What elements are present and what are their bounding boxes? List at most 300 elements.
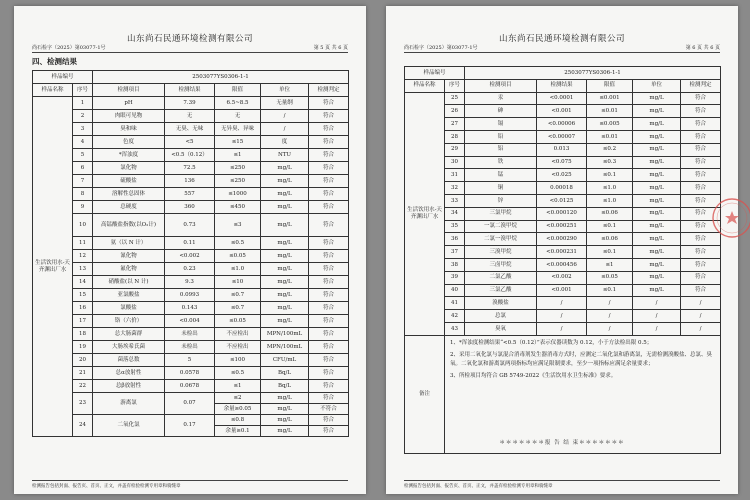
note-3: 3、所检项目均符合 GB 5749-2022《生活饮用水卫生标准》要求。 bbox=[450, 372, 617, 379]
test-result: 360 bbox=[165, 201, 215, 214]
row-number: 6 bbox=[73, 162, 93, 175]
test-item: 一氯二溴甲烷 bbox=[465, 220, 537, 233]
row-number: 27 bbox=[445, 118, 465, 131]
judgement: 符合 bbox=[309, 341, 349, 354]
test-item: 三氯乙酸 bbox=[465, 284, 537, 297]
test-result: 7.39 bbox=[165, 97, 215, 110]
unit: mg/L bbox=[261, 415, 309, 426]
row-number: 23 bbox=[73, 393, 93, 415]
limit-value: ≤450 bbox=[215, 201, 261, 214]
judgement: 符合 bbox=[309, 97, 349, 110]
unit: mg/L bbox=[633, 220, 681, 233]
judgement: / bbox=[681, 322, 721, 335]
unit: mg/L bbox=[633, 143, 681, 156]
judgement: / bbox=[681, 297, 721, 310]
judgement: 符合 bbox=[681, 233, 721, 246]
limit-value: ≤250 bbox=[215, 175, 261, 188]
test-result: <0.001 bbox=[537, 105, 587, 118]
judgement: 符合 bbox=[681, 194, 721, 207]
test-item: 镉 bbox=[465, 118, 537, 131]
unit: mg/L bbox=[633, 130, 681, 143]
limit-value: ≤0.1 bbox=[587, 220, 633, 233]
test-result: 5 bbox=[165, 354, 215, 367]
header-cell: 单位 bbox=[633, 79, 681, 92]
unit: MPN/100mL bbox=[261, 341, 309, 354]
limit-value: 不应检出 bbox=[215, 341, 261, 354]
test-item: 溶解性总固体 bbox=[93, 188, 165, 201]
test-item: 铬（六价） bbox=[93, 315, 165, 328]
test-item: pH bbox=[93, 97, 165, 110]
judgement: 符合 bbox=[309, 162, 349, 175]
judgement: 符合 bbox=[309, 276, 349, 289]
limit-value: ≤1 bbox=[587, 258, 633, 271]
row-number: 21 bbox=[73, 367, 93, 380]
row-number: 17 bbox=[73, 315, 93, 328]
unit: mg/L bbox=[261, 214, 309, 237]
sample-number-row bbox=[405, 67, 721, 80]
limit-value: / bbox=[587, 310, 633, 323]
limit-value: ≤0.1 bbox=[587, 246, 633, 259]
unit: mg/L bbox=[633, 284, 681, 297]
row-number: 26 bbox=[445, 105, 465, 118]
report-number: 尚石检字（2025）第03077-1号 bbox=[32, 45, 106, 51]
row-number: 11 bbox=[73, 237, 93, 250]
limit-value: ≤0.01 bbox=[587, 130, 633, 143]
row-number: 10 bbox=[73, 214, 93, 237]
header-cell: 检测结果 bbox=[165, 84, 215, 97]
header-cell: 检测结果 bbox=[537, 79, 587, 92]
limit-value: ≤1 bbox=[215, 380, 261, 393]
judgement: 符合 bbox=[681, 169, 721, 182]
judgement: 符合 bbox=[309, 237, 349, 250]
test-result: / bbox=[537, 310, 587, 323]
judgement: 符合 bbox=[681, 258, 721, 271]
row-number: 34 bbox=[445, 207, 465, 220]
limit-value: 余量≥0.05 bbox=[215, 404, 261, 415]
test-item: 总α放射性 bbox=[93, 367, 165, 380]
judgement: 符合 bbox=[681, 271, 721, 284]
table-row bbox=[33, 162, 349, 175]
seal-stamp-icon bbox=[710, 196, 750, 240]
judgement: 符合 bbox=[309, 250, 349, 263]
test-result: / bbox=[537, 297, 587, 310]
header-cell: 序号 bbox=[445, 79, 465, 92]
report-page-6 bbox=[386, 6, 738, 494]
limit-value: ≤0.2 bbox=[587, 143, 633, 156]
limit-value: ≤15 bbox=[215, 136, 261, 149]
judgement: 符合 bbox=[309, 188, 349, 201]
limit-value: ≤2 bbox=[215, 393, 261, 404]
table-row bbox=[405, 105, 721, 118]
test-result: 无 bbox=[165, 110, 215, 123]
row-number: 32 bbox=[445, 182, 465, 195]
test-item: 总β放射性 bbox=[93, 380, 165, 393]
judgement: 符合 bbox=[309, 315, 349, 328]
table-row bbox=[33, 110, 349, 123]
header-cell: 样品名称 bbox=[33, 84, 73, 97]
unit: mg/L bbox=[633, 182, 681, 195]
table-row bbox=[405, 156, 721, 169]
test-result: 0.013 bbox=[537, 143, 587, 156]
table-row bbox=[33, 315, 349, 328]
table-row bbox=[33, 328, 349, 341]
judgement: 符合 bbox=[309, 415, 349, 426]
test-item: 氨（以 N 计） bbox=[93, 237, 165, 250]
unit: mg/L bbox=[261, 188, 309, 201]
table-row bbox=[33, 367, 349, 380]
test-item: 氰化物 bbox=[93, 250, 165, 263]
sample-number-value: 2503077YS0306-1-1 bbox=[93, 71, 349, 84]
unit: mg/L bbox=[261, 162, 309, 175]
judgement: 符合 bbox=[309, 175, 349, 188]
judgement: 符合 bbox=[681, 207, 721, 220]
table-row bbox=[33, 175, 349, 188]
test-item: 锰 bbox=[465, 169, 537, 182]
table-row bbox=[33, 276, 349, 289]
unit: mg/L bbox=[633, 271, 681, 284]
row-number: 22 bbox=[73, 380, 93, 393]
test-result: 0.73 bbox=[165, 214, 215, 237]
limit-value: ≤1.0 bbox=[587, 194, 633, 207]
table-row bbox=[405, 182, 721, 195]
test-item: 臭氧 bbox=[465, 322, 537, 335]
test-result: <0.0001 bbox=[537, 92, 587, 105]
unit: mg/L bbox=[261, 302, 309, 315]
test-item: 三卤甲烷 bbox=[465, 258, 537, 271]
table-header bbox=[405, 79, 721, 92]
limit-value: ≤0.06 bbox=[587, 207, 633, 220]
row-number: 5 bbox=[73, 149, 93, 162]
test-result: <0.00007 bbox=[537, 130, 587, 143]
test-item: 色度 bbox=[93, 136, 165, 149]
unit: mg/L bbox=[633, 105, 681, 118]
report-page-5 bbox=[14, 6, 366, 494]
section-title: 四、检测结果 bbox=[32, 57, 77, 66]
table-row bbox=[405, 310, 721, 323]
table-row bbox=[405, 130, 721, 143]
table-row bbox=[405, 92, 721, 105]
unit: mg/L bbox=[261, 263, 309, 276]
judgement: 符合 bbox=[681, 118, 721, 131]
judgement: 符合 bbox=[309, 367, 349, 380]
limit-value: ≤0.7 bbox=[215, 289, 261, 302]
limit-value: 6.5~8.5 bbox=[215, 97, 261, 110]
table-row bbox=[405, 297, 721, 310]
judgement: 符合 bbox=[681, 130, 721, 143]
judgement: 符合 bbox=[309, 214, 349, 237]
test-item: 三氯甲烷 bbox=[465, 207, 537, 220]
judgement: 符合 bbox=[309, 136, 349, 149]
row-number: 36 bbox=[445, 233, 465, 246]
row-number: 24 bbox=[73, 415, 93, 437]
judgement: 符合 bbox=[309, 393, 349, 404]
judgement: 符合 bbox=[309, 426, 349, 437]
row-number: 4 bbox=[73, 136, 93, 149]
test-result: 0.0678 bbox=[165, 380, 215, 393]
page-number: 第 5 页 共 6 页 bbox=[313, 45, 348, 51]
limit-value: ≤0.8 bbox=[215, 415, 261, 426]
table-row bbox=[405, 322, 721, 335]
test-result: 72.5 bbox=[165, 162, 215, 175]
header-cell: 序号 bbox=[73, 84, 93, 97]
test-result: 0.23 bbox=[165, 263, 215, 276]
test-result: 0.17 bbox=[165, 415, 215, 437]
test-item: 氟化物 bbox=[93, 263, 165, 276]
unit: mg/L bbox=[633, 169, 681, 182]
row-number: 29 bbox=[445, 143, 465, 156]
limit-value: ≤250 bbox=[215, 162, 261, 175]
row-number: 41 bbox=[445, 297, 465, 310]
limit-value: ≤0.06 bbox=[587, 233, 633, 246]
page-footer: 检测报告包括封面、报告页、首页、正文，并盖有检验检测专用章和骑缝章 bbox=[404, 480, 720, 489]
test-item: 硫酸盐 bbox=[93, 175, 165, 188]
row-number: 20 bbox=[73, 354, 93, 367]
row-number: 2 bbox=[73, 110, 93, 123]
test-item: 总氯 bbox=[465, 310, 537, 323]
row-number: 15 bbox=[73, 289, 93, 302]
limit-value: ≤0.1 bbox=[587, 284, 633, 297]
test-item: 二氧化氯 bbox=[93, 415, 165, 437]
judgement: 符合 bbox=[309, 263, 349, 276]
table-row bbox=[33, 354, 349, 367]
test-item: 总硬度 bbox=[93, 201, 165, 214]
test-item: 三溴甲烷 bbox=[465, 246, 537, 259]
row-number: 43 bbox=[445, 322, 465, 335]
unit: mg/L bbox=[261, 175, 309, 188]
test-result: <5 bbox=[165, 136, 215, 149]
sample-number-label: 样品编号 bbox=[405, 67, 465, 80]
test-result: <0.001 bbox=[537, 284, 587, 297]
unit: / bbox=[633, 297, 681, 310]
note-1: 1、*浑浊度检测结果“<0.5（0.12）”表示仪器读数为 0.12，小于方法检出限 0.5； bbox=[450, 339, 653, 346]
table-row bbox=[33, 237, 349, 250]
notes-row bbox=[405, 335, 721, 453]
unit: mg/L bbox=[261, 250, 309, 263]
judgement: 符合 bbox=[309, 149, 349, 162]
test-item: 二氯一溴甲烷 bbox=[465, 233, 537, 246]
row-number: 25 bbox=[445, 92, 465, 105]
test-result: <0.000231 bbox=[537, 246, 587, 259]
row-number: 28 bbox=[445, 130, 465, 143]
table-row bbox=[33, 263, 349, 276]
limit-value: / bbox=[587, 297, 633, 310]
row-number: 1 bbox=[73, 97, 93, 110]
table-row bbox=[33, 250, 349, 263]
table-row bbox=[405, 233, 721, 246]
limit-value: ≤100 bbox=[215, 354, 261, 367]
unit: mg/L bbox=[633, 258, 681, 271]
judgement: 符合 bbox=[681, 220, 721, 233]
unit: mg/L bbox=[633, 207, 681, 220]
unit: mg/L bbox=[261, 393, 309, 404]
judgement: 符合 bbox=[681, 182, 721, 195]
test-item: 总大肠菌群 bbox=[93, 328, 165, 341]
table-row bbox=[405, 118, 721, 131]
row-number: 33 bbox=[445, 194, 465, 207]
judgement: 符合 bbox=[681, 156, 721, 169]
test-item: 臭和味 bbox=[93, 123, 165, 136]
header-cell: 限值 bbox=[215, 84, 261, 97]
table-row bbox=[405, 284, 721, 297]
unit: mg/L bbox=[633, 92, 681, 105]
test-result: <0.5（0.12） bbox=[165, 149, 215, 162]
judgement: 符合 bbox=[309, 289, 349, 302]
page-footer: 检测报告包括封面、报告页、首页、正文，并盖有检验检测专用章和骑缝章 bbox=[32, 480, 348, 489]
unit: 无量纲 bbox=[261, 97, 309, 110]
page-number: 第 6 页 共 6 页 bbox=[685, 45, 720, 51]
test-item: *浑浊度 bbox=[93, 149, 165, 162]
test-result: 0.0993 bbox=[165, 289, 215, 302]
table-header bbox=[33, 84, 349, 97]
unit: / bbox=[261, 123, 309, 136]
limit-value: ≤0.05 bbox=[215, 315, 261, 328]
header-cell: 检测项目 bbox=[93, 84, 165, 97]
page-subheader bbox=[404, 44, 720, 53]
limit-value: ≤0.005 bbox=[587, 118, 633, 131]
test-item: 砷 bbox=[465, 105, 537, 118]
sample-number-label: 样品编号 bbox=[33, 71, 93, 84]
header-cell: 检测项目 bbox=[465, 79, 537, 92]
table-row bbox=[405, 246, 721, 259]
unit: mg/L bbox=[633, 156, 681, 169]
limit-value: ≤3 bbox=[215, 214, 261, 237]
page-subheader bbox=[32, 44, 348, 53]
limit-value: ≤10 bbox=[215, 276, 261, 289]
unit: NTU bbox=[261, 149, 309, 162]
limit-value: ≤1000 bbox=[215, 188, 261, 201]
test-result: 无臭、无味 bbox=[165, 123, 215, 136]
row-number: 30 bbox=[445, 156, 465, 169]
test-result: 9.3 bbox=[165, 276, 215, 289]
test-item: 肉眼可见物 bbox=[93, 110, 165, 123]
header-cell: 检测判定 bbox=[309, 84, 349, 97]
table-row bbox=[405, 169, 721, 182]
unit: mg/L bbox=[261, 237, 309, 250]
unit: mg/L bbox=[261, 404, 309, 415]
test-result: <0.0125 bbox=[537, 194, 587, 207]
header-cell: 样品名称 bbox=[405, 79, 445, 92]
test-item: 氯酸盐 bbox=[93, 302, 165, 315]
test-result: <0.000120 bbox=[537, 207, 587, 220]
table-row bbox=[33, 123, 349, 136]
test-result: 0.143 bbox=[165, 302, 215, 315]
unit: mg/L bbox=[261, 315, 309, 328]
unit: / bbox=[261, 110, 309, 123]
judgement: 符合 bbox=[681, 92, 721, 105]
limit-value: / bbox=[587, 322, 633, 335]
unit: / bbox=[633, 310, 681, 323]
unit: MPN/100mL bbox=[261, 328, 309, 341]
judgement: 符合 bbox=[309, 123, 349, 136]
unit: mg/L bbox=[261, 276, 309, 289]
judgement: 不符合 bbox=[309, 404, 349, 415]
limit-value: 无 bbox=[215, 110, 261, 123]
row-number: 8 bbox=[73, 188, 93, 201]
results-table-right bbox=[404, 66, 721, 454]
judgement: / bbox=[681, 310, 721, 323]
row-number: 35 bbox=[445, 220, 465, 233]
test-item: 亚氯酸盐 bbox=[93, 289, 165, 302]
row-number: 12 bbox=[73, 250, 93, 263]
row-number: 7 bbox=[73, 175, 93, 188]
unit: mg/L bbox=[633, 118, 681, 131]
judgement: 符合 bbox=[681, 105, 721, 118]
sample-name: 生活饮用水-天齐渊出厂水 bbox=[33, 97, 73, 437]
table-row bbox=[405, 207, 721, 220]
unit: mg/L bbox=[261, 426, 309, 437]
row-number: 39 bbox=[445, 271, 465, 284]
table-row bbox=[33, 201, 349, 214]
row-number: 42 bbox=[445, 310, 465, 323]
unit: mg/L bbox=[633, 246, 681, 259]
row-number: 13 bbox=[73, 263, 93, 276]
limit-value: 无异臭、异味 bbox=[215, 123, 261, 136]
results-table-left bbox=[32, 70, 349, 437]
unit: mg/L bbox=[633, 233, 681, 246]
table-row bbox=[405, 258, 721, 271]
limit-value: ≤0.5 bbox=[215, 237, 261, 250]
unit: 度 bbox=[261, 136, 309, 149]
unit: CFU/mL bbox=[261, 354, 309, 367]
unit: mg/L bbox=[261, 289, 309, 302]
row-number: 18 bbox=[73, 328, 93, 341]
test-item: 锌 bbox=[465, 194, 537, 207]
test-item: 菌落总数 bbox=[93, 354, 165, 367]
note-2: 2、采用二氧化氯与氯混合消毒剂发生器消毒方式时，应测定二氧化氯和游离氯，无需检测溴酸盐、总氯、臭氧。二氧化氯和游离氯两项指标均应满足限制要求，至少一项指标应满足余量要求； bbox=[450, 351, 713, 367]
sample-number-value: 2503077YS0306-1-1 bbox=[465, 67, 721, 80]
test-result: <0.075 bbox=[537, 156, 587, 169]
judgement: 符合 bbox=[309, 354, 349, 367]
table-row bbox=[33, 149, 349, 162]
judgement: 符合 bbox=[309, 380, 349, 393]
notes-content bbox=[445, 335, 721, 453]
test-result: <0.002 bbox=[165, 250, 215, 263]
header-cell: 限值 bbox=[587, 79, 633, 92]
test-result: 0.11 bbox=[165, 237, 215, 250]
report-number: 尚石检字（2025）第03077-1号 bbox=[404, 45, 478, 51]
table-row bbox=[33, 97, 349, 110]
table-row bbox=[405, 271, 721, 284]
row-number: 14 bbox=[73, 276, 93, 289]
test-result: <0.000251 bbox=[537, 220, 587, 233]
limit-value: ≤0.01 bbox=[587, 105, 633, 118]
test-result: <0.025 bbox=[537, 169, 587, 182]
limit-value: ≤0.05 bbox=[215, 250, 261, 263]
unit: Bq/L bbox=[261, 367, 309, 380]
company-name: 山东尚石民通环境检测有限公司 bbox=[498, 34, 625, 44]
table-row bbox=[33, 393, 349, 404]
unit: / bbox=[633, 322, 681, 335]
judgement: 符合 bbox=[681, 246, 721, 259]
unit: mg/L bbox=[261, 201, 309, 214]
test-result: 557 bbox=[165, 188, 215, 201]
judgement: 符合 bbox=[309, 201, 349, 214]
limit-value: ≤0.001 bbox=[587, 92, 633, 105]
sample-number-row bbox=[33, 71, 349, 84]
test-item: 高锰酸盐指数(以O₂计) bbox=[93, 214, 165, 237]
row-number: 19 bbox=[73, 341, 93, 354]
limit-value: ≤0.1 bbox=[587, 169, 633, 182]
table-row bbox=[33, 136, 349, 149]
row-number: 16 bbox=[73, 302, 93, 315]
judgement: 符合 bbox=[309, 328, 349, 341]
table-row bbox=[405, 143, 721, 156]
test-result: / bbox=[537, 322, 587, 335]
limit-value: ≤0.3 bbox=[587, 156, 633, 169]
test-result: <0.00006 bbox=[537, 118, 587, 131]
limit-value: ≤0.7 bbox=[215, 302, 261, 315]
limit-value: ≤1 bbox=[215, 149, 261, 162]
